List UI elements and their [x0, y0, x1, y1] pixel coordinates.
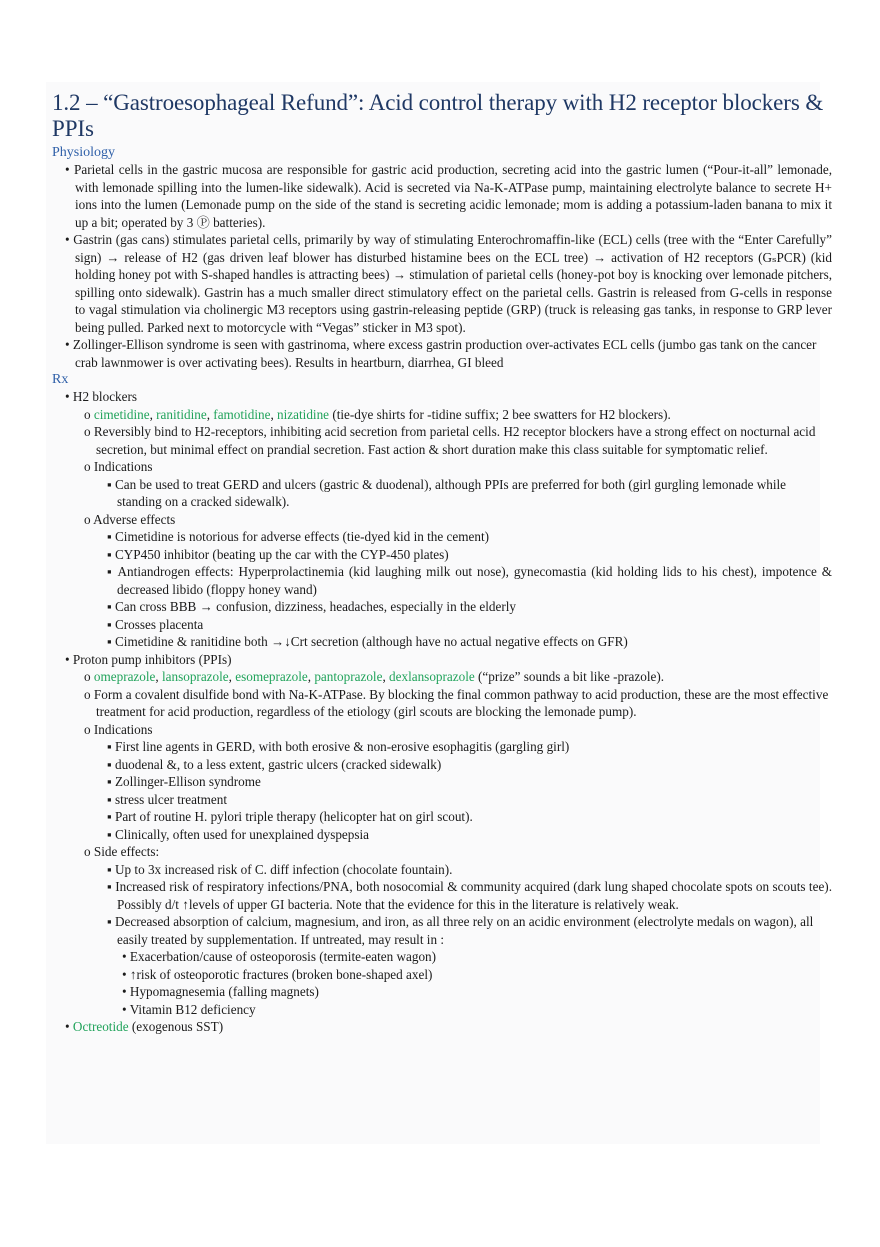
- list-item: ▪ Antiandrogen effects: Hyperprolactinemia (kid laughing milk out nose), gynecomastia (kid holding lids to his chest), impotence & decreased libido (floppy honey wand): [107, 564, 833, 597]
- drug-name: Octreotide: [72, 1019, 129, 1034]
- list-item: ▪ Cimetidine & ranitidine both →↓Crt secretion (although have no actual negative effects on GFR): [107, 634, 628, 649]
- list-item: • Vitamin B12 deficiency: [122, 1001, 256, 1017]
- list-item: • Zollinger-Ellison syndrome is seen with gastrinoma, where excess gastrin production over-activates ECL cells (jumbo gas tank on the cancer crab lawnmower is over activating bees). Results in heartburn, diarrhea, GI bleed: [65, 337, 817, 370]
- drug-name: lansoprazole: [162, 669, 229, 684]
- page-title: 1.2 – “Gastroesophageal Refund”: Acid control therapy with H2 receptor blockers & PPIs: [52, 90, 824, 141]
- list-item: ▪ stress ulcer treatment: [107, 791, 228, 807]
- list-item: ▪ Part of routine H. pylori triple therapy (helicopter hat on girl scout).: [107, 809, 473, 824]
- list-item: ▪ Up to 3x increased risk of C. diff infection (chocolate fountain).: [107, 861, 453, 877]
- list-item: • Exacerbation/cause of osteoporosis (termite-eaten wagon): [122, 949, 437, 964]
- list-item: • Hypomagnesemia (falling magnets): [122, 984, 319, 999]
- list-item: ▪ First line agents in GERD, with both erosive & non-erosive esophagitis (gargling girl): [107, 739, 570, 754]
- drug-name: cimetidine: [93, 406, 150, 422]
- list-item: • H2 blockers: [65, 389, 138, 404]
- list-item: ▪ Crosses placenta: [107, 616, 204, 632]
- list-item: ▪ Decreased absorption of calcium, magnesium, and iron, as all three rely on an acidic environment (electrolyte medals on wagon), all easily treated by supplementation. If untreated, may result in :: [107, 914, 814, 947]
- drug-name: ranitidine: [156, 406, 207, 422]
- list-item: o Side effects:: [84, 844, 160, 859]
- drug-name: omeprazole: [93, 669, 156, 684]
- section-heading-rx: Rx: [52, 372, 69, 387]
- list-item: • Gastrin (gas cans) stimulates parietal cells, primarily by way of stimulating Enterochromaffin-like (ECL) cells (tree with the “Enter Carefully” sign) → release of H2 (gas driven leaf blower has disturbed histamine bees on the ECL tree) → activation of H2 receptors (GₛPCR) (kid holding honey pot with S-shaped handles is attracting bees) → stimulation of parietal cells (honey-pot boy is knocking over lemonade pitchers, spilling onto sidewalk). Gastrin has a much smaller direct stimulatory effect on the parietal cells. Gastrin is released from G-cells in response to vagal stimulation via cholinergic M3 receptors using gastrin-releasing peptide (GRP) (truck is releasing gas tanks, in response to GRP lever being pulled. Parked next to motorcycle with “Vegas” sticker in M3 spot).: [65, 232, 832, 335]
- list-item: ▪ Clinically, often used for unexplained dyspepsia: [107, 826, 370, 842]
- list-item: o Indications: [84, 459, 153, 474]
- list-item: • Octreotide (exogenous SST): [65, 1019, 224, 1034]
- list-item: ▪ Increased risk of respiratory infections/PNA, both nosocomial & community acquired (dark lung shaped chocolate spots on scouts tee). Possibly d/t ↑levels of upper GI bacteria. Note that the evidence for this in the literature is relatively weak.: [107, 879, 832, 912]
- drug-name: famotidine: [213, 406, 271, 422]
- list-item: ▪ Zollinger-Ellison syndrome: [107, 774, 261, 789]
- drug-list: o omeprazole, lansoprazole, esomeprazole, pantoprazole, dexlansoprazole (“prize” sounds a bit like -prazole).: [84, 669, 665, 684]
- drug-name: esomeprazole: [235, 669, 308, 684]
- list-item: ▪ Can cross BBB → confusion, dizziness, headaches, especially in the elderly: [107, 599, 516, 614]
- list-item: • ↑risk of osteoporotic fractures (broken bone-shaped axel): [122, 966, 433, 982]
- list-item: o Reversibly bind to H2-receptors, inhibiting acid secretion from parietal cells. H2 receptor blockers have a strong effect on nocturnal acid secretion, but minimal effect on prandial secretion. Fast action & short duration make this class suitable for symptomatic relief.: [84, 424, 816, 457]
- list-item: ▪ Can be used to treat GERD and ulcers (gastric & duodenal), although PPIs are preferred for both (girl gurgling lemonade while standing on a cracked sidewalk).: [107, 476, 787, 509]
- list-item: • Parietal cells in the gastric mucosa are responsible for gastric acid production, secreting acid into the gastric lumen (“Pour-it-all” lemonade, with lemonade spilling into the lumen-like sidewalk). Acid is secreted via Na-K-ATPase pump, maintaining electrolyte balance to secrete H+ ions into the lumen (Lemonade pump on the side of the stand is secreting acidic lemonade; mom is adding a potassium-laden banana to mix it up a bit; operated by 3 Ⓟ batteries).: [65, 162, 832, 230]
- list-item: ▪ Cimetidine is notorious for adverse effects (tie-dyed kid in the cement): [107, 529, 490, 544]
- list-item: o Indications: [84, 721, 153, 737]
- drug-list: o cimetidine, ranitidine, famotidine, nizatidine (tie-dye shirts for -tidine suffix; 2 bee swatters for H2 blockers).: [84, 406, 671, 422]
- drug-name: pantoprazole: [314, 669, 383, 684]
- drug-name: dexlansoprazole: [389, 669, 475, 684]
- battery-symbol: Ⓟ: [196, 214, 210, 230]
- document-body: [52, 90, 832, 1036]
- drug-name: nizatidine: [277, 406, 330, 422]
- list-item: o Form a covalent disulfide bond with Na-K-ATPase. By blocking the final common pathway to acid production, these are the most effective treatment for acid production, regardless of the etiology (girl scouts are blocking the lemonade pump).: [84, 686, 829, 719]
- list-item: ▪ CYP450 inhibitor (beating up the car with the CYP-450 plates): [107, 546, 449, 562]
- list-item: o Adverse effects: [84, 511, 176, 527]
- list-item: ▪ duodenal &, to a less extent, gastric ulcers (cracked sidewalk): [107, 756, 442, 772]
- section-heading-physiology: Physiology: [52, 145, 116, 160]
- list-item: • Proton pump inhibitors (PPIs): [65, 651, 232, 667]
